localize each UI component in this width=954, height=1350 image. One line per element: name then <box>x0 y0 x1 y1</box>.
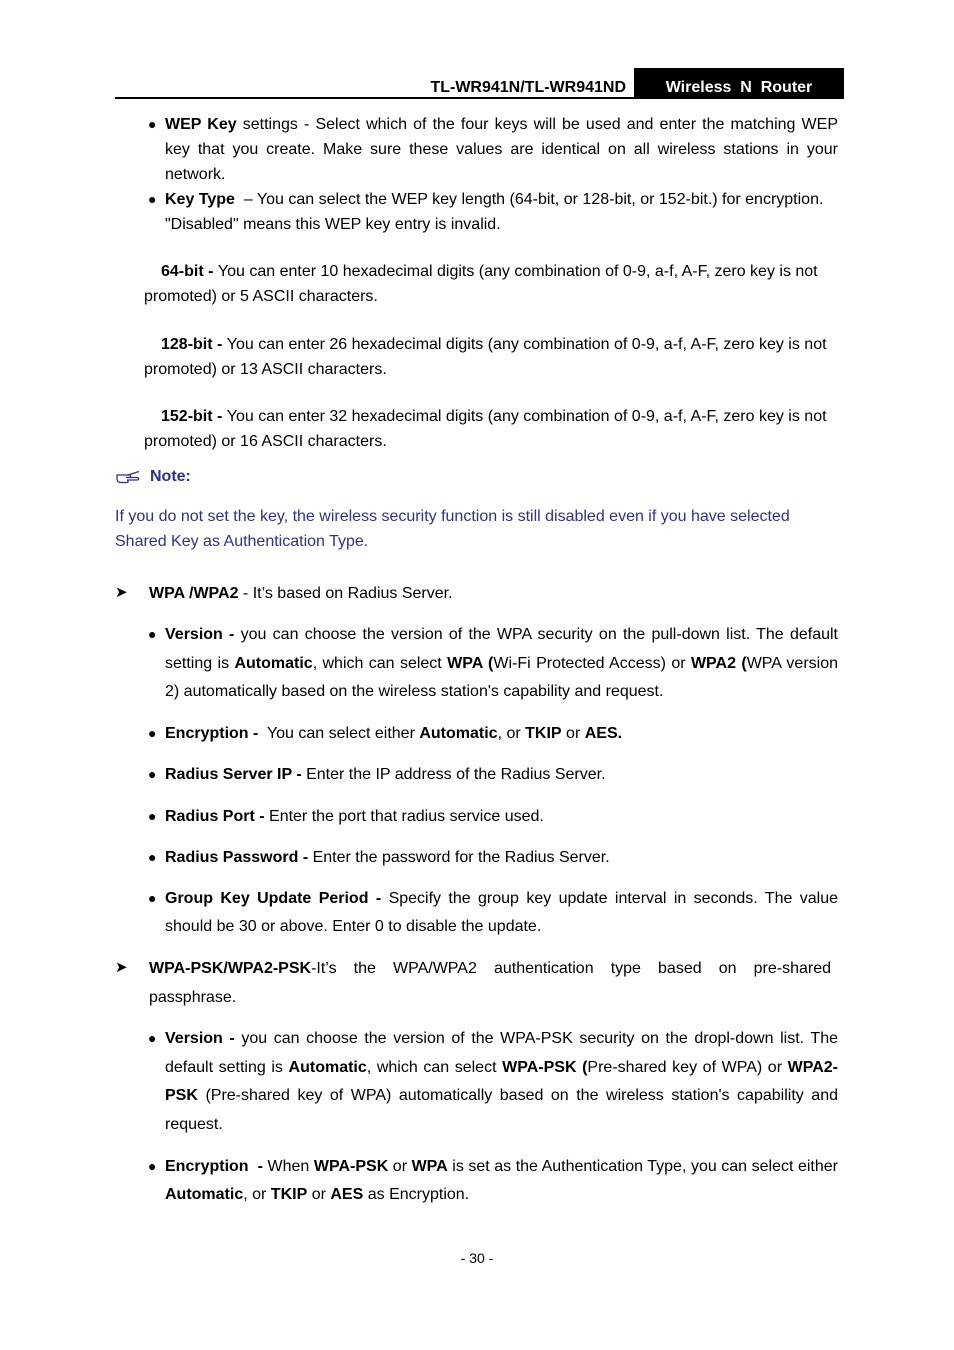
bullet-icon: ● <box>148 849 157 865</box>
arrow-bullet-icon: ➤ <box>115 584 128 601</box>
key-length-152: 152-bit - You can enter 32 hexadecimal digits (any combination of 0-9, a-f, A-F, zero key is not promoted) or 16 ASCII characters. <box>144 408 827 450</box>
bullet-icon: ● <box>148 1030 157 1046</box>
wpa-version-item: Version - you can choose the version of the WPA security on the pull-down list. The default setting is Automatic, which can select WPA (Wi-Fi Protected Access) or WPA2 (WPA version 2) automatically based on the wireless station's capability and request. <box>165 626 839 700</box>
pointing-hand-icon <box>115 468 143 486</box>
bullet-icon: ● <box>148 808 157 824</box>
wpa-heading: WPA /WPA2 - It’s based on Radius Server. <box>149 585 453 602</box>
header-product: Wireless N Router <box>665 79 813 96</box>
group-key-update-item: Group Key Update Period - Specify the group key update interval in seconds. The value should be 30 or above. Enter 0 to disable the update. <box>165 890 838 935</box>
header-rule <box>115 97 635 99</box>
radius-server-ip-item: Radius Server IP - Enter the IP address of the Radius Server. <box>165 766 606 783</box>
bullet-icon: ● <box>148 191 157 207</box>
bullet-icon: ● <box>148 1158 157 1174</box>
arrow-bullet-icon: ➤ <box>115 959 128 976</box>
psk-encryption-item: Encryption - When WPA-PSK or WPA is set as the Authentication Type, you can select either Automatic, or TKIP or AES as Encryption. <box>165 1158 838 1203</box>
key-type-item: Key Type – You can select the WEP key length (64-bit, or 128-bit, or 152-bit.) for encryption. "Disabled" means this WEP key entry is invalid. <box>165 191 828 233</box>
radius-password-item: Radius Password - Enter the password for the Radius Server. <box>165 849 610 866</box>
bullet-icon: ● <box>148 725 157 741</box>
note-text: If you do not set the key, the wireless security function is still disabled even if you have selected Shared Key as Authentication Type. <box>115 508 790 550</box>
header-model: TL-WR941N/TL-WR941ND <box>430 79 626 96</box>
bullet-icon: ● <box>148 116 157 132</box>
page-number: - 30 - <box>460 1250 494 1266</box>
key-length-128: 128-bit - You can enter 26 hexadecimal digits (any combination of 0-9, a-f, A-F, zero key is not promoted) or 13 ASCII characters. <box>144 336 827 378</box>
key-length-64: 64-bit - You can enter 10 hexadecimal digits (any combination of 0-9, a-f, A-F, zero key is not promoted) or 5 ASCII characters. <box>144 263 818 305</box>
bullet-icon: ● <box>148 766 157 782</box>
note-title: Note: <box>150 468 191 485</box>
psk-version-item: Version - you can choose the version of the WPA-PSK security on the dropl-down list. The default setting is Automatic, which can select WPA-PSK (Pre-shared key of WPA) or WPA2-PSK (Pre-shared key of WPA) automatically based on the wireless station's capability and request. <box>165 1030 838 1134</box>
radius-port-item: Radius Port - Enter the port that radius service used. <box>165 808 544 825</box>
wep-key-item: WEP Key settings - Select which of the four keys will be used and enter the matching WEP key that you create. Make sure these values are identical on all wireless stations in your network. <box>165 116 839 183</box>
bullet-icon: ● <box>148 890 157 906</box>
psk-heading: WPA-PSK/WPA2-PSK-It’s the WPA/WPA2 authentication type based on pre-shared passphrase. <box>149 960 831 1006</box>
header-product-badge <box>634 68 844 99</box>
wpa-encryption-item: Encryption - You can select either Automatic, or TKIP or AES. <box>165 725 623 742</box>
bullet-icon: ● <box>148 626 157 642</box>
